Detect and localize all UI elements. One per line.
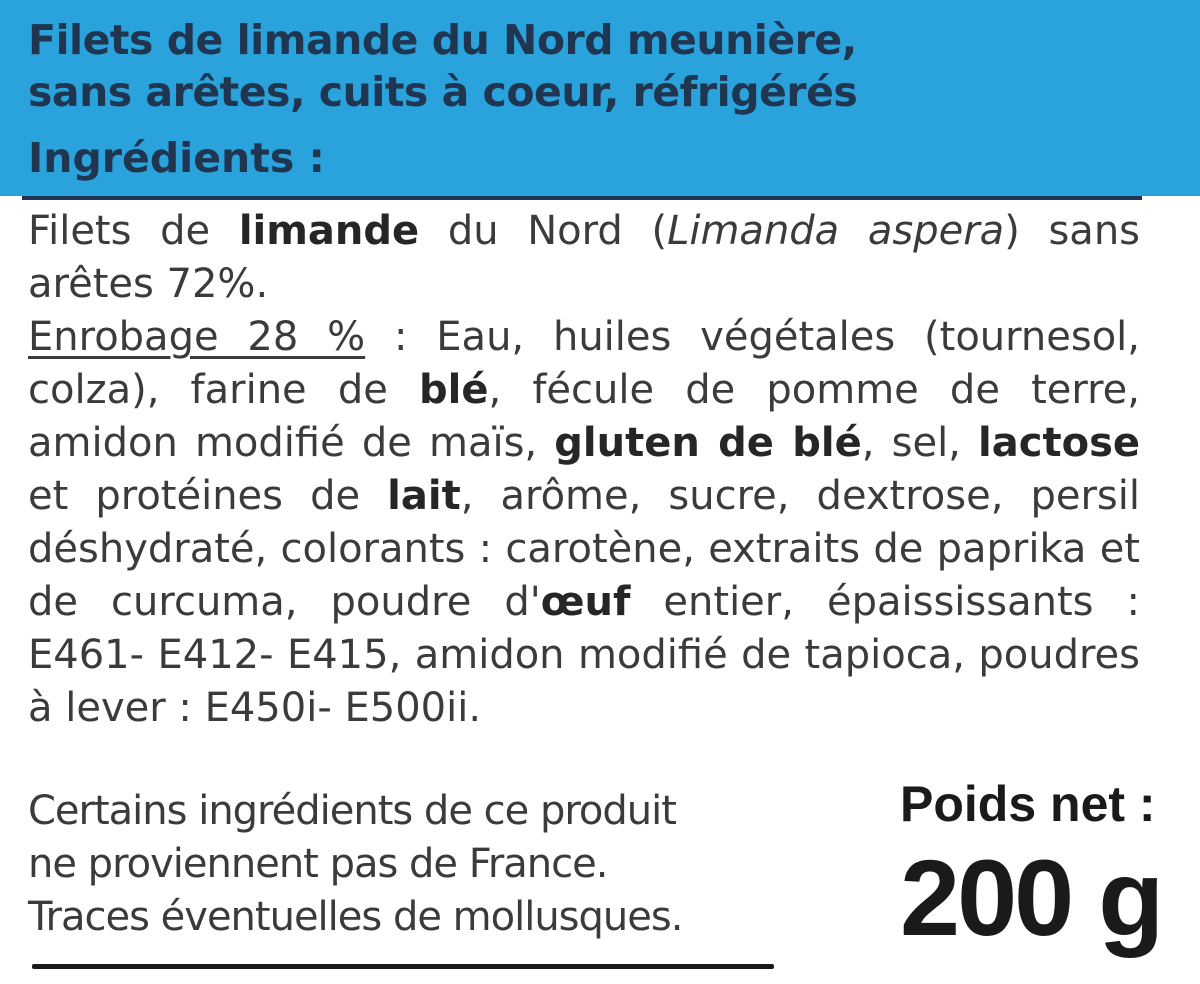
net-weight-value: 200 g — [900, 837, 1162, 958]
ingredients-text: Filets de — [28, 208, 239, 254]
allergen-limande: limande — [238, 208, 420, 254]
header-divider — [22, 196, 1142, 200]
net-weight-label: Poids net : — [900, 776, 1156, 832]
allergen-gluten-de-ble: gluten de blé — [554, 420, 862, 466]
ingredients-text: du Nord ( — [419, 208, 668, 254]
ingredients-text: ) sans arêtes 72%. — [28, 208, 1141, 307]
allergen-lait: lait — [387, 473, 461, 519]
origin-note-line-2: ne proviennent pas de France. — [28, 841, 608, 887]
ingredients-text: et protéines de — [28, 473, 388, 519]
ingredients-text: entier, épaississants : E461- E412- E415, amidon modifié de tapioca, poudres à lever : E450i- E500ii. — [28, 579, 1140, 731]
species-latin-name: Limanda aspera — [667, 208, 1005, 254]
ingredients-text: , sel, — [861, 420, 979, 466]
coating-ingredient-paragraph — [28, 311, 1140, 735]
product-title — [28, 14, 857, 118]
ingredients-list — [28, 205, 1140, 735]
allergen-lactose: lactose — [978, 420, 1140, 466]
ingredients-text: , arôme, sucre, dextrose, persil déshydraté, colorants : carotène, extraits de paprika et de curcuma, poudre d' — [28, 473, 1140, 625]
coating-label: Enrobage 28 % — [28, 314, 366, 360]
label-header-band — [0, 0, 1200, 196]
product-title-line-2: sans arêtes, cuits à coeur, réfrigérés — [28, 68, 858, 116]
allergen-ble: blé — [418, 367, 489, 413]
traces-note: Traces éventuelles de mollusques. — [28, 894, 683, 940]
ingredients-heading: Ingrédients : — [28, 134, 325, 182]
fish-ingredient-paragraph — [28, 205, 1140, 311]
origin-note-line-1: Certains ingrédients de ce produit — [28, 788, 676, 834]
product-title-line-1: Filets de limande du Nord meunière, — [28, 16, 857, 64]
bottom-divider — [32, 964, 774, 969]
ingredients-text: , fécule de pomme de terre, amidon modifié de maïs, — [28, 367, 1140, 466]
ingredients-text: : Eau, huiles végétales (tournesol, colza), farine de — [28, 314, 1140, 413]
allergen-oeuf: œuf — [540, 579, 631, 625]
origin-and-traces-notes — [28, 785, 908, 944]
